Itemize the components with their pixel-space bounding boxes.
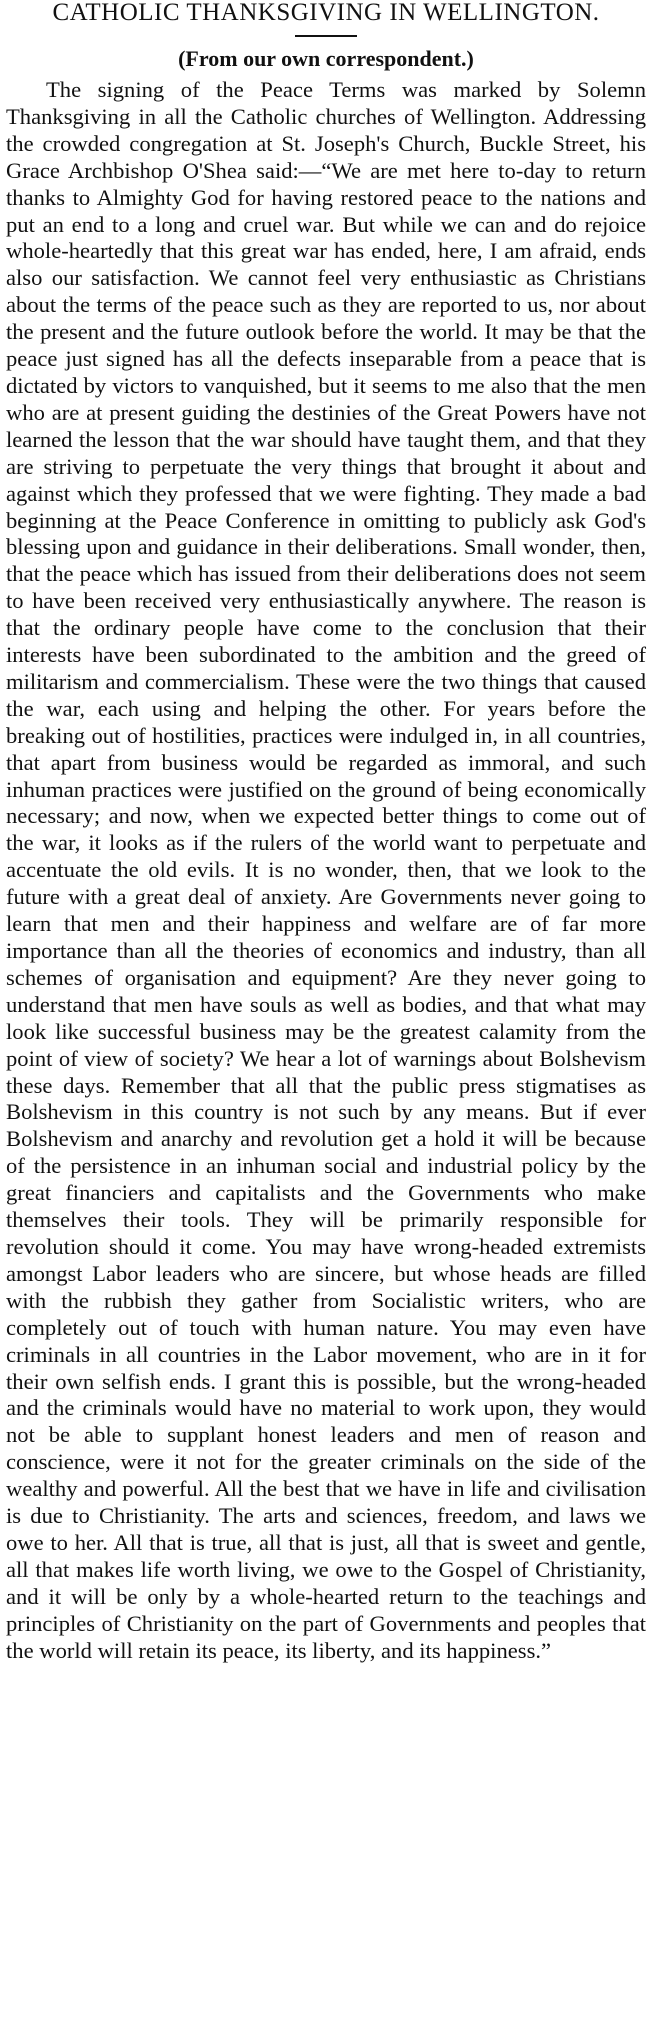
article-byline: (From our own correspondent.) bbox=[178, 46, 474, 71]
headline-divider bbox=[295, 35, 357, 37]
article-body: The signing of the Peace Terms was marked by Solemn Thanksgiving in all the Catholic churches of Wellington. Addressing the crowded congregation at St. Joseph's Church, Buckle Street, his Grace Archbishop O'Shea said:—“We are met here to-day to return thanks to Almighty God for having restored peace to the nations and put an end to a long and cruel war. But while we can and do rejoice whole-heartedly that this great war has ended, here, I am afraid, ends also our satisfaction. We cannot feel very enthusiastic as Christians about the terms of the peace such as they are reported to us, nor about the present and the future outlook before the world. It may be that the peace just signed has all the defects inseparable from a peace that is dictated by victors to vanquished, but it seems to me also that the men who are at present guiding the destinies of the Great Powers have not learned the lesson that the war should have taught them, and that they are striving to perpetuate the very things that brought it about and against which they professed that we were fighting. They made a bad beginning at the Peace Conference in omitting to publicly ask God's blessing upon and guidance in their deliberations. Small wonder, then, that the peace which has issued from their deliberations does not seem to have been received very enthusiastically anywhere. The reason is that the ordinary people have come to the conclusion that their interests have been subordinated to the ambition and the greed of militarism and commercialism. These were the two things that caused the war, each using and helping the other. For years before the breaking out of hostilities, practices were indulged in, in all countries, that apart from business would be regarded as immoral, and such inhuman practices were justified on the ground of being economically necessary; and now, when we expected better things to come out of the war, it looks as if the rulers of the world want to perpetuate and accentuate the old evils. It is no wonder, then, that we look to the future with a great deal of anxiety. Are Governments never going to learn that men and their happiness and welfare are of far more importance than all the theories of economics and industry, than all schemes of organisation and equipment? Are they never going to understand that men have souls as well as bodies, and that what may look like successful business may be the greatest calamity from the point of view of society? We hear a lot of warnings about Bolshevism these days. Remember that all that the public press stigmatises as Bolshevism in this country is not such by any means. But if ever Bolshevism and anarchy and revolution get a hold it will be because of the persistence in an inhuman social and industrial policy by the great financiers and capitalists and the Governments who make themselves their tools. They will be primarily responsible for revolution should it come. You may have wrong-headed extremists amongst Labor leaders who are sincere, but whose heads are filled with the rubbish they gather from Socialistic writers, who are completely out of touch with human nature. You may even have criminals in all countries in the Labor movement, who are in it for their own selfish ends. I grant this is possible, but the wrong-headed and the criminals would have no material to work upon, they would not be able to supplant honest leaders and men of reason and conscience, were it not for the greater criminals on the side of the wealthy and powerful. All the best that we have in life and civilisation is due to Christianity. The arts and sciences, freedom, and laws we owe to her. All that is true, all that is just, all that is sweet and gentle, all that makes life worth living, we owe to the Gospel of Christianity, and it will be only by a whole-hearted return to the teachings and principles of Christianity on the part of Governments and peoples that the world will retain its peace, its liberty, and its happiness.” bbox=[6, 77, 646, 1663]
article-headline: CATHOLIC THANKSGIVING IN WELLINGTON. bbox=[52, 0, 600, 26]
